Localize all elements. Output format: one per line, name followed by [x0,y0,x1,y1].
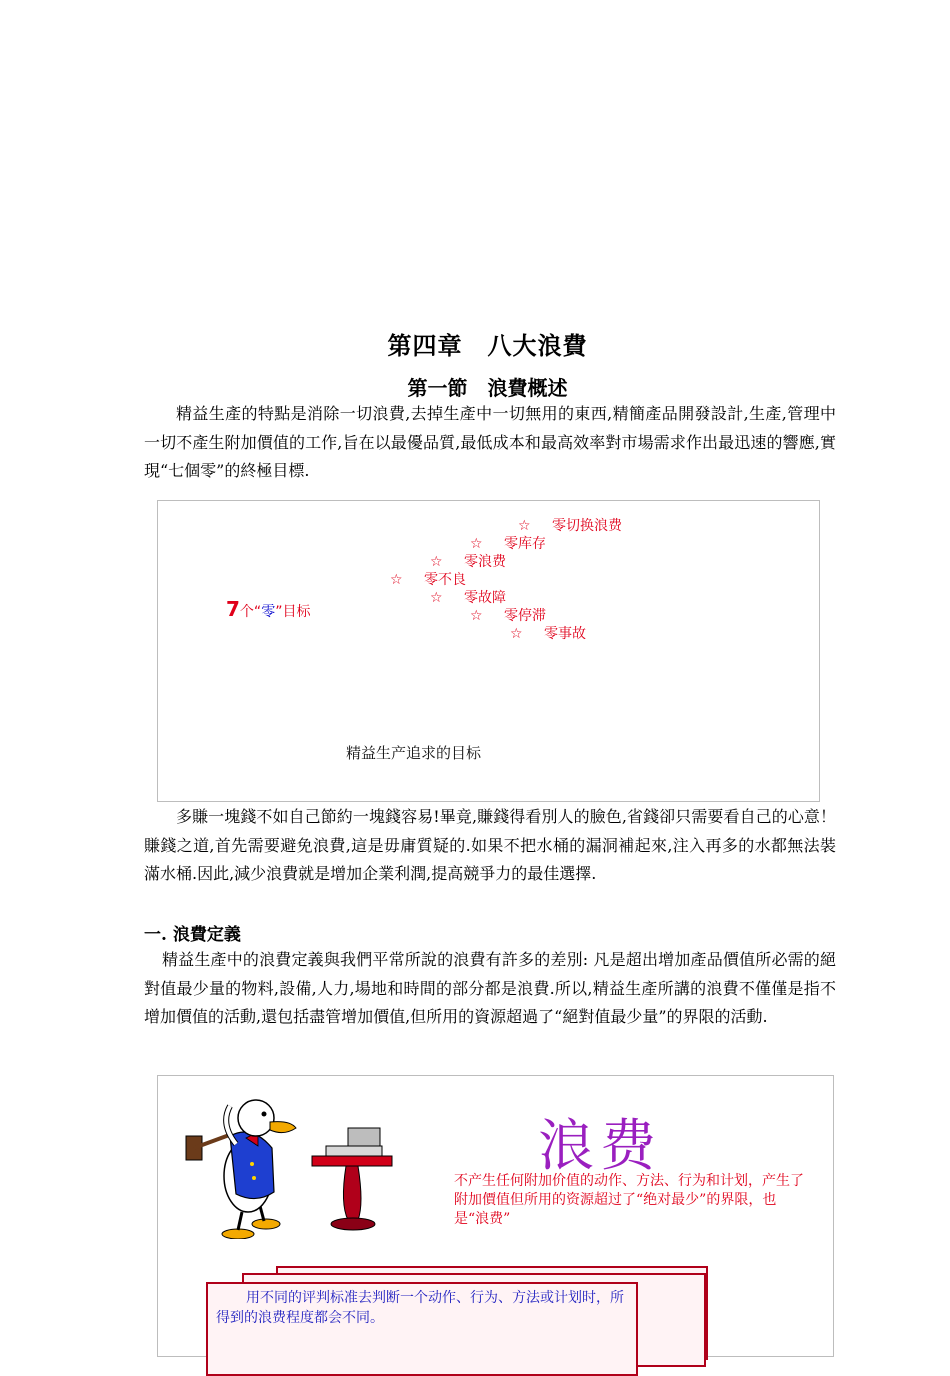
star-icon: ☆ [430,590,443,606]
zero-goal-item: ☆ 零故障 [430,590,506,606]
waste-definition: 不产生任何附加价值的动作、方法、行为和计划，产生了附加價值但所用的资源超过了“绝对最少”的界限，也是“浪费” [454,1173,804,1227]
seven-zero-goal-label [226,597,310,621]
zero-goal-item: ☆ 零事故 [510,626,586,642]
duck-with-hammer-illustration [180,1094,300,1239]
chapter-title: 第四章 八大浪費 [387,331,588,360]
goal-text-post: ”目标 [275,604,311,620]
figure-caption: 精益生产追求的目标 [346,744,482,762]
star-icon: ☆ [518,518,531,534]
intro-paragraph: 精益生產的特點是消除一切浪費,去掉生產中一切無用的東西,精簡產品開發設計,生產,管理中一切不產生附加價值的工作,旨在以最優品質,最低成本和最高效率對市場需求作出最迅速的響應,實現“七個零”的終極目標. [144,404,836,480]
stacked-card-front [206,1282,638,1376]
goal-number: 7 [226,597,240,621]
definition-paragraph: 精益生產中的浪費定義與我們平常所說的浪費有許多的差別: 凡是超出增加產品價值所必需的絕對值最少量的物料,設備,人力,場地和時間的部分都是浪費.所以,精益生產所講的浪費不僅僅是指不增加價值的活動,還包括盡管增加價值,但所用的資源超過了“絕對值最少量”的界限的活動. [144,950,836,1026]
zero-goal-item: ☆ 零停滞 [470,608,546,624]
waste-figure [157,1075,834,1357]
zero-goals-figure [157,500,820,802]
computer-table-illustration [306,1124,396,1236]
waste-title: 浪费 [538,1114,662,1179]
star-icon: ☆ [430,554,443,570]
star-icon: ☆ [470,536,483,552]
section-title: 第一節 浪費概述 [407,376,568,400]
star-icon: ☆ [510,626,523,642]
star-icon: ☆ [470,608,483,624]
zero-goal-item: ☆ 零切换浪费 [518,518,622,534]
card-text: 用不同的评判标准去判断一个动作、行为、方法或计划时，所得到的浪费程度都会不同。 [216,1290,624,1326]
definition-heading: 一. 浪費定義 [144,925,241,945]
goal-text-zero: 零 [261,604,276,620]
saving-paragraph: 多賺一塊錢不如自己節約一塊錢容易!畢竟,賺錢得看別人的臉色,省錢卻只需要看自己的心意！賺錢之道,首先需要避免浪費,這是毋庸質疑的.如果不把水桶的漏洞補起來,注入再多的水都無法裝滿水桶.因此,減少浪費就是增加企業利潤,提高競爭力的最佳選擇. [144,807,836,883]
zero-goal-item: ☆ 零浪费 [430,554,506,570]
zero-goal-item: ☆ 零库存 [470,536,546,552]
zero-goal-item: ☆ 零不良 [390,572,466,588]
star-icon: ☆ [390,572,403,588]
goal-text-pre: 个“ [239,604,262,620]
